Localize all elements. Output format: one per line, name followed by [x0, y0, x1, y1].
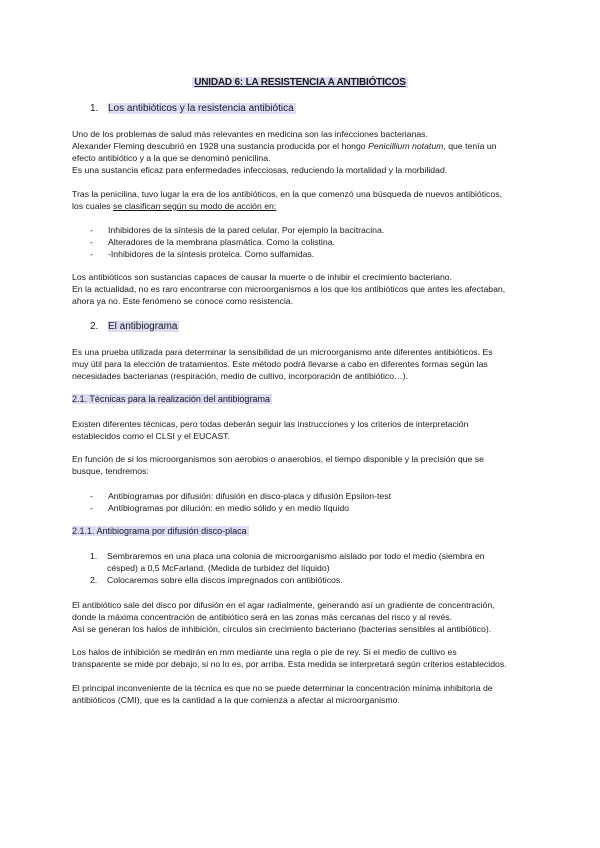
list-item: - -Inhibidores de la síntesis proteica. Como sulfamidas. — [90, 249, 315, 260]
list-item: 2. Colocaremos sobre ella discos impregnados con antibióticos. — [90, 575, 343, 586]
list-item: - Antibiogramas por dilución: en medio sólido y en medio líquido — [90, 503, 349, 514]
section-1-heading: 1. Los antibióticos y la resistencia antibiótica — [90, 103, 294, 114]
section-2-paragraph-1: Es una prueba utilizada para determinar la sensibilidad de un microorganismo ante diferentes antibióticos. Es muy útil para la elección de tratamientos. Este método podrá llevarse a cabo en diferentes formas según las necesidades bacterianas (respiración, medio de cultivo, incorporación de antibiótico…). — [72, 347, 493, 382]
list-item: - Antibiogramas por difusión: difusión en disco-placa y difusión Epsilon-test — [90, 491, 391, 501]
subsection-2-1-paragraph-2: En función de si los microorganismos son aerobios o anaerobios, el tiempo disponible y la precisión que se busque, tendremos: — [72, 454, 484, 477]
list-item: 1. Sembraremos en una placa una colonia de microorganismo aislado por todo el medio (siembra en césped) a 0,5 McFarland. (Medida de turbidez del líquido) — [90, 551, 485, 574]
subsection-2-1-heading: 2.1. Técnicas para la realización del antibiograma — [72, 394, 270, 404]
list-item: - Alteradores de la membrana plasmática. Como la colistina. — [90, 237, 335, 248]
list-item: - Inhibidores de la síntesis de la pared celular. Por ejemplo la bacitracina. — [90, 225, 385, 235]
section-1-paragraph-3: Los antibióticos son sustancias capaces de causar la muerte o de inhibir el crecimiento bacteriano. En la actualidad, no es raro encontrarse con microorganismos a los que los antibióticos que antes les afectaban, ahora ya no. Este fenómeno se conoce como resistencia. — [72, 272, 506, 307]
antibiogram-types-list — [90, 490, 391, 514]
subsection-2-1-1-heading: 2.1.1. Antibiograma por difusión disco-placa — [72, 526, 247, 536]
section-1-paragraph-2: Tras la penicilina, tuvo lugar la era de los antibióticos, en la que comenzó una búsqueda de nuevos antibióticos, los cuales se clasifican según su modo de acción en: — [72, 189, 502, 212]
section-1-paragraph-1: Uno de los problemas de salud más relevantes en medicina son las infecciones bacterianas. Alexander Fleming descubrió en 1928 una sustancia producida por el hongo Penicillium notatum, que tenía un efecto antibiótico y a la que se denominó penicilina. Es una sustancia eficaz para enfermedades infecciosas, reduciendo la mortalidad y la morbilidad. — [72, 129, 497, 176]
section-2-heading: 2. El antibiograma — [90, 321, 178, 332]
antibiotic-mode-list — [90, 224, 384, 260]
subsection-2-1-paragraph-1: Existen diferentes técnicas, pero todas deberán seguir las instrucciones y los criterios de interpretación establecidos como el CLSI y el EUCAST. — [72, 419, 469, 442]
subsection-2-1-1-paragraph-1: El antibiótico sale del disco por difusión en el agar radialmente, generando así un gradiente de concentración, donde la máxima concentración de antibiótico será en las zonas más cercanas del risco y al revés. Así se generan los halos de inhibición, círculos sin crecimiento bacteriano (bacterias sensibles al antibiótico). — [72, 600, 495, 635]
subsection-2-1-1-paragraph-3: El principal inconveniente de la técnica es que no se puede determinar la concentración mínima inhibitoria de antibióticos (CMI), que es la cantidad a la que comienza a afectar al microorganismo. — [72, 683, 493, 706]
subsection-2-1-1-paragraph-2: Los halos de inhibición se medirán en mm mediante una regla o pie de rey. Si el medio de cultivo es transparente se mide por debajo, si no lo es, por arriba. Esta medida se interpretará según criterios establecidos. — [72, 647, 507, 670]
procedure-steps-list — [90, 550, 510, 586]
document-title: UNIDAD 6: LA RESISTENCIA A ANTIBIÓTICOS — [194, 77, 406, 88]
